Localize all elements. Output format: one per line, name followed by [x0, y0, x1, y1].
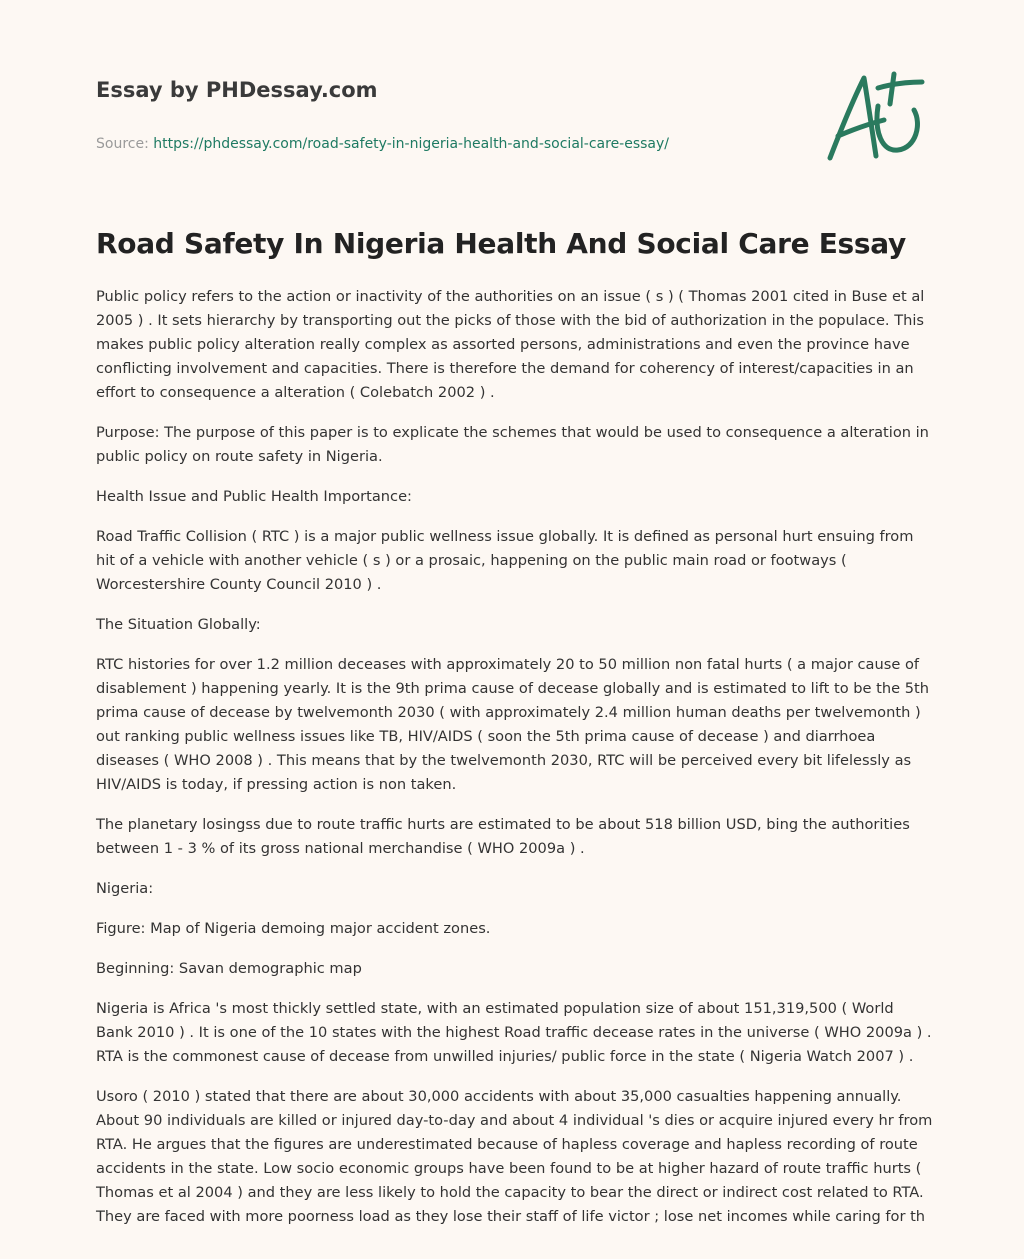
section-heading: Nigeria:: [96, 880, 154, 897]
paragraph: The planetary losingss due to route traffic hurts are estimated to be about 518 billion USD, bing the authorities between 1 - 3 % of its gross national merchandise ( WHO 2009a ) .: [96, 816, 910, 857]
figure-caption: Figure: Map of Nigeria demoing major accident zones.: [96, 920, 491, 937]
paragraph: RTC histories for over 1.2 million deceases with approximately 20 to 50 million non fatal hurts ( a major cause of disablement ) happening yearly. It is the 9th prima cause of decease globally and is estimated to lift to be the 5th prima cause of decease by twelvemonth 2030 ( with approximately 2.4 million human deaths per twelvemonth ) out ranking public wellness issues like TB, HIV/AIDS ( soon the 5th prima cause of decease ) and diarrhoea diseases ( WHO 2008 ) . This means that by the twelvemonth 2030, RTC will be perceived every bit lifelessly as HIV/AIDS is today, if pressing action is non taken.: [96, 656, 930, 793]
paragraph: Nigeria is Africa 's most thickly settled state, with an estimated population size of about 151,319,500 ( World Bank 2010 ) . It is one of the 10 states with the highest Road traffic decease rates in the universe ( WHO 2009a ) . RTA is the commonest cause of decease from unwilled injuries/ public force in the state ( Nigeria Watch 2007 ) .: [96, 1000, 932, 1065]
section-heading: The Situation Globally:: [96, 616, 261, 633]
essay-body: [96, 285, 934, 1245]
paragraph: Purpose: The purpose of this paper is to explicate the schemes that would be used to consequence a alteration in public policy on route safety in Nigeria.: [96, 424, 929, 465]
source-line: [96, 134, 816, 154]
section-heading: Health Issue and Public Health Importance:: [96, 488, 412, 505]
source-link[interactable]: https://phdessay.com/road-safety-in-nigeria-health-and-social-care-essay/: [153, 136, 670, 152]
brand-title: Essay by PHDessay.com: [96, 78, 378, 102]
paragraph: Public policy refers to the action or inactivity of the authorities on an issue ( s ) ( Thomas 2001 cited in Buse et al 2005 ) . It sets hierarchy by transporting out the picks of those with the bid of authorization in the populace. This makes public policy alteration really complex as assorted persons, administrations and even the province have conflicting involvement and capacities. There is therefore the demand for coherency of interest/capacities in an effort to consequence a alteration ( Colebatch 2002 ) .: [96, 288, 925, 401]
essay-title: Road Safety In Nigeria Health And Social Care Essay: [96, 227, 906, 260]
paragraph: Usoro ( 2010 ) stated that there are about 30,000 accidents with about 35,000 casualties happening annually. About 90 individuals are killed or injured day-to-day and about 4 individual 's dies or acquire injured every hr from RTA. He argues that the figures are underestimated because of hapless coverage and hapless recording of route accidents in the state. Low socio economic groups have been found to be at higher hazard of route traffic hurts ( Thomas et al 2004 ) and they are less likely to hold the capacity to bear the direct or indirect cost related to RTA. They are faced with more poorness load as they lose their staff of life victor ; lose net incomes while caring for th: [96, 1088, 933, 1225]
source-label: Source:: [96, 136, 154, 152]
a-plus-grade-icon: [818, 66, 930, 166]
paragraph: Road Traffic Collision ( RTC ) is a major public wellness issue globally. It is defined as personal hurt ensuing from hit of a vehicle with another vehicle ( s ) or a prosaic, happening on the public main road or footways ( Worcestershire County Council 2010 ) .: [96, 528, 914, 593]
site-header: [96, 76, 816, 154]
figure-source: Beginning: Savan demographic map: [96, 960, 362, 977]
